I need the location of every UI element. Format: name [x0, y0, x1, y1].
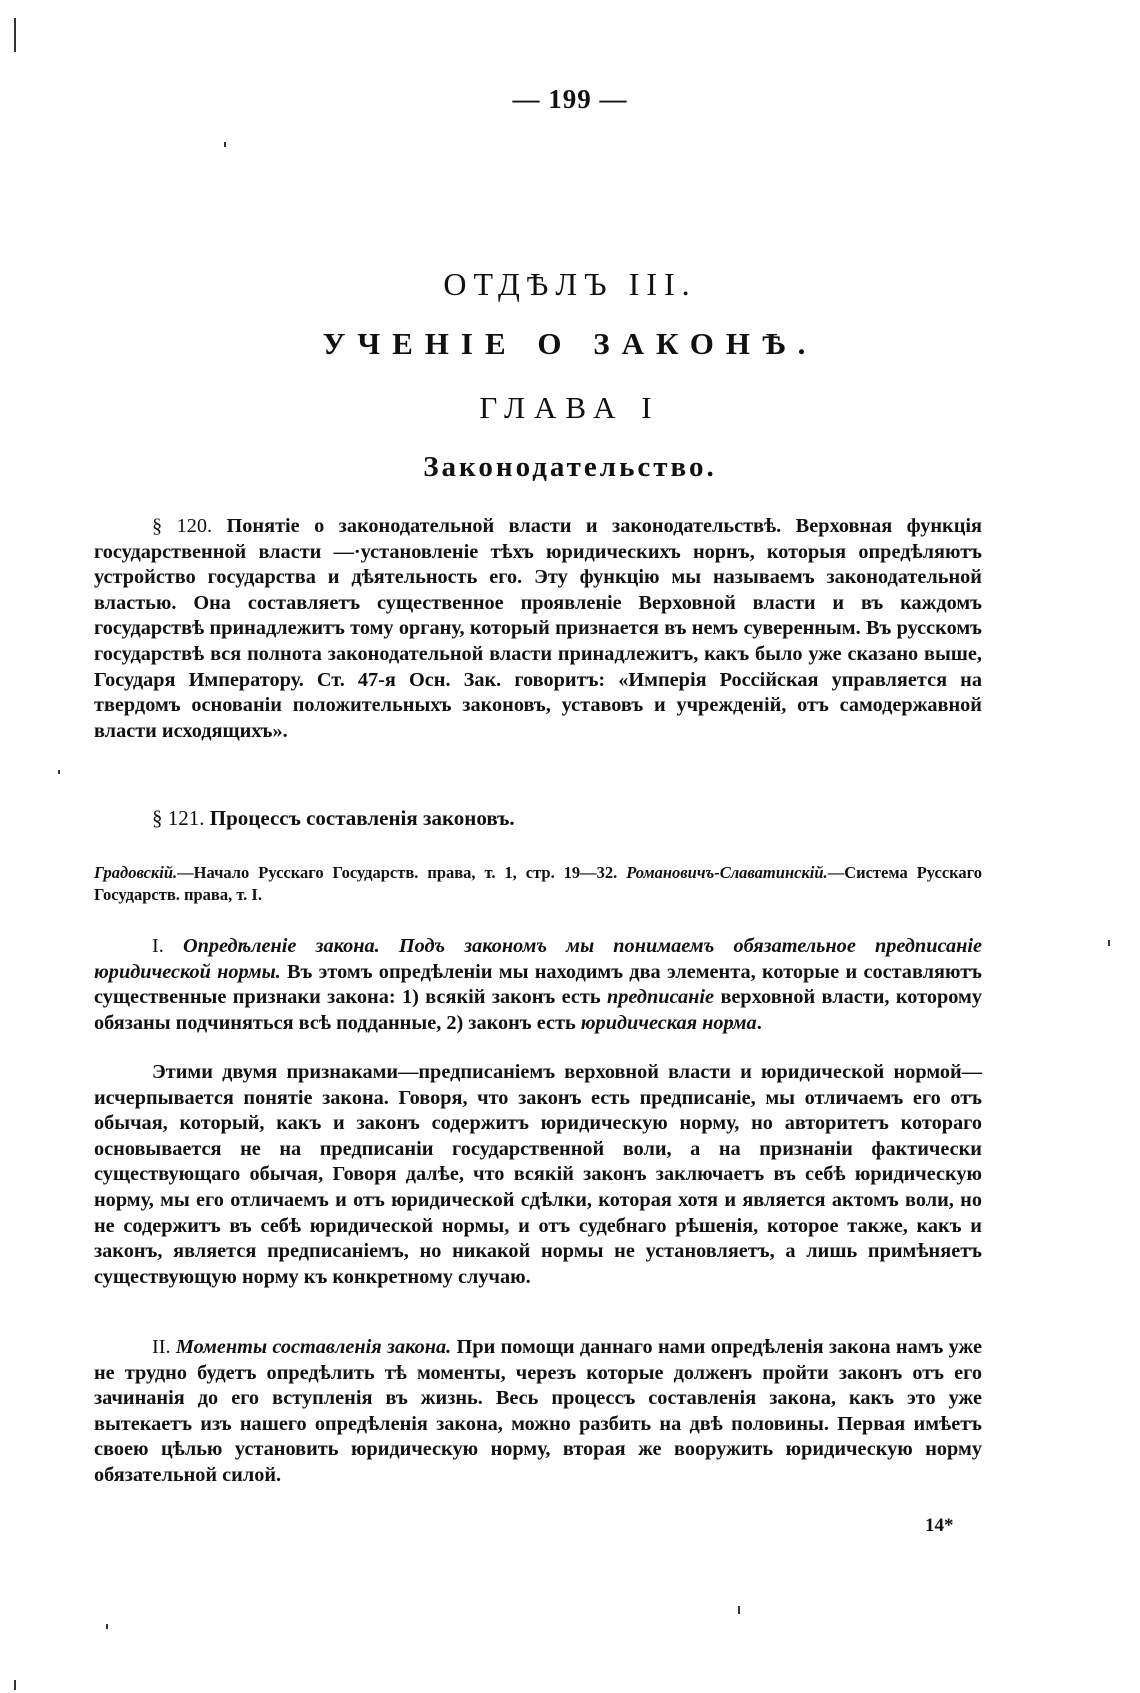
- paragraph-120: [94, 514, 982, 744]
- scan-speck: [1108, 940, 1110, 946]
- page-number: — 199 —: [512, 84, 628, 114]
- reference-author: Градовскій.: [94, 863, 178, 882]
- chapter-subtitle: Законодательство.: [423, 451, 717, 483]
- paragraph-text: Верховная функція государственной власти —·установленіе тѣхъ юридическихъ норнъ, которыя опредѣляютъ устройство государства и дѣятельность его. Эту функцію мы называемъ законодательной властью. Она составляетъ существенное проявленіе Верховной власти и въ каждомъ государствѣ принадлежитъ тому органу, который признается въ немъ суверенным. Въ русскомъ государствѣ вся полнота законодательной власти принадлежитъ, какъ было уже сказано выше, Государя Императору. Ст. 47-я Осн. Зак. говоритъ: «Имперія Россійская управляется на твердомъ основаніи положительныхъ законовъ, уставовъ и учрежденій, отъ самодержавной власти исходящихъ».: [94, 515, 982, 742]
- emphasized-term: юридическая норма: [580, 1011, 757, 1034]
- part-1-continued-paragraph: Этими двумя признаками—предписаніемъ верховной власти и юридической нормой—исчерпывается понятіе закона. Говоря, что законъ есть предписаніе, мы отличаемъ его отъ обычая, который, какъ и законъ содержитъ юридическую норму, но авторитетъ котораго основывается не на предписаніи государственной воли, а на признаніи фактически существующаго обычая, Говоря далѣе, что всякій законъ заключаетъ въ себѣ юридическую норму, мы его отличаемъ и отъ юридической сдѣлки, которая хотя и является актомъ воли, но не содержитъ въ себѣ юридической нормы, и отъ судебнаго рѣшенія, которое также, какъ и законъ, является предписаніемъ, но никакой нормы не установляетъ, а лишь примѣняетъ существующую норму къ конкретному случаю.: [94, 1061, 982, 1288]
- paragraph-heading: Понятіе о законодательной власти и законодательствѣ.: [226, 515, 782, 537]
- definition-text: Подъ закономъ мы понимаемъ обязательное предписаніе юридической нормы.: [94, 935, 982, 983]
- paragraph-mark: § 120.: [152, 515, 213, 537]
- part-heading: Опредѣленіе закона.: [182, 935, 380, 957]
- body-text: Въ этомъ опредѣленіи мы находимъ два элемента, которые и составляютъ существенные признаки закона: 1) всякій законъ есть: [94, 960, 982, 1009]
- chapter-title: ГЛАВА I: [479, 390, 661, 425]
- scan-speck: [14, 18, 16, 52]
- part-heading: Моменты составленія закона.: [175, 1336, 452, 1358]
- references: [94, 862, 982, 906]
- reference-work: —Система Русскаго Государств. права, т. I.: [94, 863, 982, 904]
- part-numeral: II.: [152, 1336, 171, 1358]
- scan-speck: [738, 1606, 740, 1614]
- body-text: .: [756, 1011, 762, 1034]
- body-text: верховной власти, которому обязаны подчиняться всѣ подданные, 2) законъ есть: [94, 986, 982, 1034]
- scan-speck: [106, 1624, 108, 1629]
- emphasized-term: предписаніе: [606, 986, 715, 1009]
- part-2-paragraph: [94, 1335, 982, 1489]
- scan-speck: [14, 1680, 16, 1690]
- section-title: ОТДѢЛЪ III.: [443, 266, 697, 302]
- part-numeral: I.: [152, 935, 164, 957]
- paragraph-mark: § 121.: [152, 806, 205, 830]
- part-1-paragraph: [94, 934, 982, 1036]
- reference-work: —Начало Русскаго Государств. права, т. 1, стр. 19—32.: [177, 863, 618, 882]
- doctrine-title: УЧЕНІЕ О ЗАКОНѢ.: [322, 326, 818, 361]
- paragraph-heading: Процессъ составленія законовъ.: [209, 806, 515, 830]
- paragraph-121-heading: [152, 806, 515, 831]
- signature-mark: 14*: [925, 1515, 954, 1536]
- reference-author: Романовичъ-Славатинскій.: [626, 863, 828, 882]
- scan-speck: [58, 770, 60, 774]
- scan-speck: [224, 142, 226, 147]
- body-text: При помощи даннаго нами опредѣленія закона намъ уже не трудно будетъ опредѣлить тѣ моменты, черезъ которые долженъ пройти законъ отъ его зачинанія до его вступленія въ жизнь. Весь процессъ составленія закона, какъ это уже вытекаетъ изъ нашего опредѣленія закона, можно разбить на двѣ половины. Первая имѣетъ своею цѣлью установить юридическую норму, вторая же вооружить юридическую норму обязательной силой.: [94, 1336, 982, 1486]
